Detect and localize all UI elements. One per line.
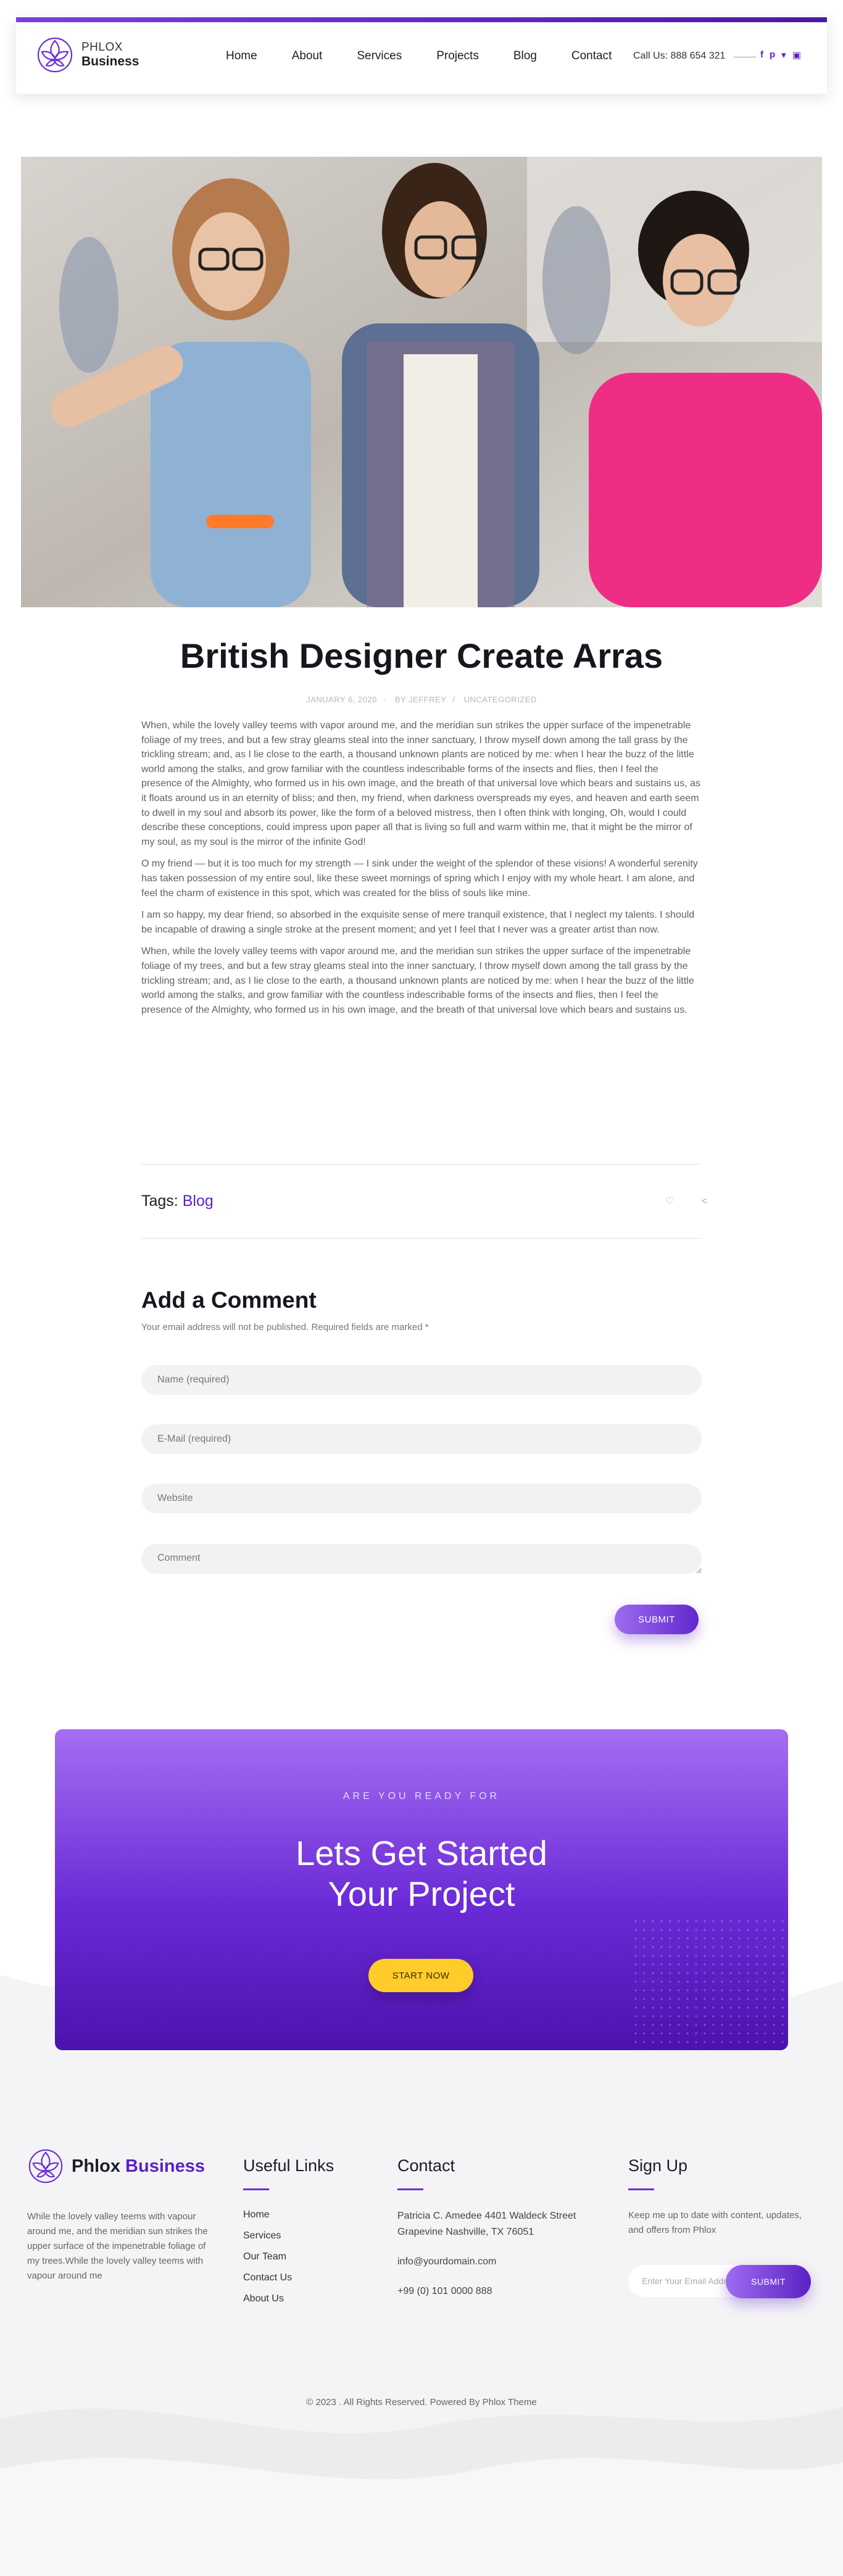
footer-contact-info (397, 2208, 607, 2313)
featured-photo-illustration (21, 157, 822, 607)
footer-link-about-us[interactable]: About Us (243, 2293, 284, 2304)
post-actions (665, 1195, 732, 1207)
footer-link-home[interactable]: Home (243, 2209, 270, 2220)
post-paragraph: When, while the lovely valley teems with vapor around me, and the meridian sun strikes the upper surface of the impenetrable foliage of my trees, and but a few stray gleams steal into the inner sanctuary, I throw myself down among the tall grass by the trickling stream; and, as I lie close to the earth, a thousand unknown plants are noticed by me: when I hear the buzz of the little world among the stalks, and grow familiar with the countless indescribable forms of the insects and flies, then I feel the presence of the Almighty, who formed us in his own image, and the breath of that universal love which bears and sustains us. (141, 946, 694, 1015)
post-paragraph: I am so happy, my dear friend, so absorbed in the exquisite sense of mere tranquil existence, that I neglect my talents. I should be incapable of drawing a single stroke at the present moment; and yet I feel that I never was a greater artist than now. (141, 910, 695, 935)
footer-logo-word1: Phlox (72, 2156, 120, 2176)
heart-icon[interactable]: ♡ (665, 1196, 675, 1207)
social-links (760, 49, 807, 60)
name-input[interactable] (141, 1365, 702, 1395)
signup-underline (628, 2188, 654, 2190)
post-paragraph: When, while the lovely valley teems with vapor around me, and the meridian sun strikes the upper surface of the impenetrable foliage of my trees, and but a few stray gleams steal into the inner sanctuary, I throw myself down among the tall grass by the trickling stream; and, as I lie close to the earth, a thousand unknown plants are noticed by me: when I hear the buzz of the little world among the stalks, and grow familiar with the countless indescribable forms of the insects and flies, then I feel the presence of the Almighty, who formed us in his own image, and the breath of that universal love which bears and sustains us, as it floats around us in an eternity of bliss; and then, my friend, when darkness overspreads my eyes, and heaven and earth seem to dwell in my soul and absorb its power, like the form of a beloved mistress, then I often think with longing, Oh, would I could describe these conceptions, could impress upon paper all that is living so full and warm within me, that it might be the mirror of my soul, as my soul is the mirror of the infinite God! (141, 720, 700, 847)
cta-title-line2: Your Project (328, 1874, 515, 1913)
logo-wordmark-top: PHLOX (81, 41, 123, 54)
start-now-button[interactable]: START NOW (368, 1959, 473, 1992)
footer-phone: +99 (0) 101 0000 888 (397, 2286, 492, 2296)
post-date[interactable]: JANUARY 6, 2020 (306, 695, 377, 704)
nav-about[interactable]: About (291, 49, 323, 62)
post-author[interactable]: BY JEFFREY (394, 695, 447, 704)
lotus-logo-icon (36, 36, 74, 74)
post-meta: JANUARY 6, 2020 · BY JEFFREY / UNCATEGORIZED (306, 695, 537, 704)
youtube-icon[interactable]: ▣ (792, 50, 801, 60)
comment-submit-button[interactable]: SUBMIT (615, 1605, 699, 1634)
cta-kicker: ARE YOU READY FOR (343, 1791, 500, 1801)
site-logo[interactable] (36, 36, 139, 74)
logo-wordmark-bottom: Business (81, 54, 139, 69)
tag-link[interactable]: Blog (182, 1192, 214, 1210)
nav-contact[interactable]: Contact (571, 49, 612, 62)
post-tags (141, 1192, 214, 1210)
tags-label: Tags: (141, 1192, 178, 1210)
signup-email-input[interactable] (628, 2265, 739, 2297)
nav-home[interactable]: Home (226, 49, 257, 62)
post-title: British Designer Create Arras (180, 636, 663, 675)
copyright-text: © 2023 . All Rights Reserved. Powered By Phlox Theme (306, 2397, 537, 2408)
footer-link-services[interactable]: Services (243, 2230, 281, 2241)
nav-services[interactable]: Services (357, 49, 402, 62)
post-category[interactable]: UNCATEGORIZED (463, 695, 537, 704)
divider-top (141, 1164, 702, 1165)
divider-bottom (141, 1238, 702, 1239)
facebook-icon[interactable]: f (760, 49, 763, 60)
contact-title: Contact (397, 2156, 455, 2175)
useful-links-title: Useful Links (243, 2156, 334, 2175)
signup-submit-button[interactable]: SUBMIT (726, 2265, 811, 2298)
footer-email-link[interactable]: info@yourdomain.com (397, 2256, 497, 2267)
call-us-text: Call Us: 888 654 321 (633, 51, 726, 61)
pinterest-icon[interactable]: p (770, 49, 776, 60)
footer-logo[interactable] (27, 2148, 205, 2185)
comment-textarea[interactable] (141, 1544, 702, 1574)
footer-about-text: While the lovely valley teems with vapour around me, and the meridian sun strikes the upper surface of the impenetrable foliage of my trees.While the lovely valley teems with vapour around me (27, 2211, 208, 2281)
post-content (141, 718, 702, 1024)
useful-links-list (243, 2209, 292, 2314)
header-accent-bar (16, 17, 827, 22)
twitter-icon[interactable]: ▾ (781, 50, 786, 60)
website-input[interactable] (141, 1484, 702, 1513)
site-header (16, 17, 827, 94)
nav-blog[interactable]: Blog (513, 49, 537, 62)
footer-logo-text (72, 2156, 205, 2177)
comment-form-title: Add a Comment (141, 1287, 317, 1313)
nav-projects[interactable]: Projects (436, 49, 479, 62)
useful-links-underline (243, 2188, 269, 2190)
post-featured-image (21, 157, 822, 607)
comment-form-note: Your email address will not be published. Required fields are marked * (141, 1322, 429, 1332)
signup-description: Keep me up to date with content, updates, and offers from Phlox (628, 2210, 802, 2235)
footer-link-our-team[interactable]: Our Team (243, 2251, 286, 2262)
cta-title (55, 1833, 788, 1914)
contact-underline (397, 2188, 423, 2190)
post-paragraph: O my friend — but it is too much for my strength — I sink under the weight of the splendor of these visions! A wonderful serenity has taken possession of my entire soul, like these sweet mornings of spring which I enjoy with my whole heart. I am alone, and feel the charm of existence in this spot, which was created for the bliss of souls like mine. (141, 858, 698, 899)
share-icon[interactable]: < (701, 1196, 708, 1207)
signup-title: Sign Up (628, 2156, 688, 2175)
footer-logo-word2: Business (125, 2156, 205, 2176)
cta-banner (55, 1729, 788, 2050)
footer-link-contact-us[interactable]: Contact Us (243, 2272, 293, 2283)
lotus-logo-icon (27, 2148, 64, 2185)
main-nav (226, 49, 646, 63)
email-input[interactable] (141, 1424, 702, 1454)
footer-address: Patricia C. Amedee 4401 Waldeck Street Grapevine Nashville, TX 76051 (397, 2211, 576, 2237)
cta-title-line1: Lets Get Started (296, 1834, 547, 1872)
